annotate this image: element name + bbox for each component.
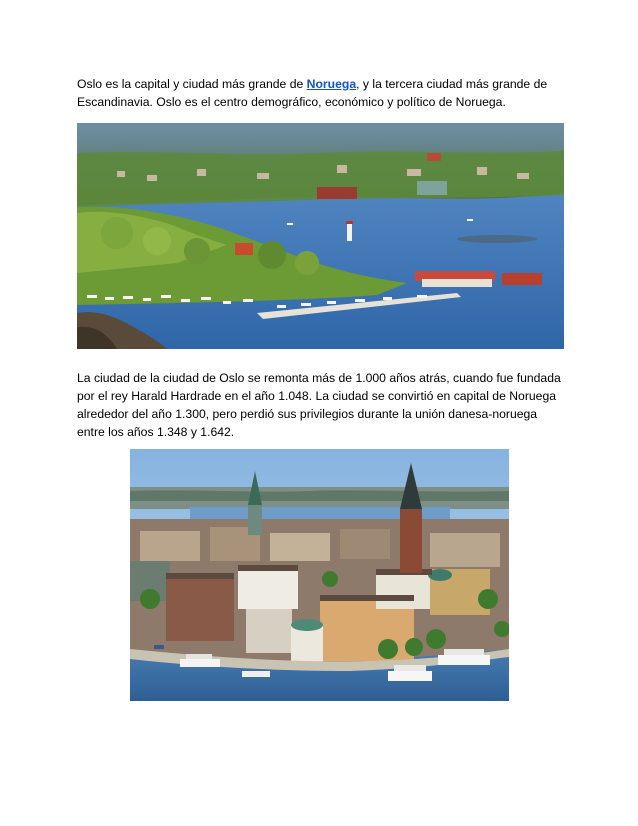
old-town-photo <box>130 449 509 701</box>
history-paragraph: La ciudad de la ciudad de Oslo se remonta más de 1.000 años atrás, cuando fue fundada por el rey Harald Hardrade en el año 1.048. La ciudad se convirtió en capital de Noruega alrededor del año 1.300, pero perdió sus privilegios durante la unión danesa-noruega entre los años 1.348 y 1.642. <box>77 371 561 439</box>
intro-text-start: Oslo es la capital y ciudad más grande de <box>77 77 307 91</box>
oslo-harbour-photo <box>77 123 564 349</box>
intro-text-end: , y la tercera ciudad más grande de Escandinavia. Oslo es el centro demográfico, económico y político de Noruega. <box>77 77 548 109</box>
noruega-link[interactable]: Noruega <box>306 77 357 91</box>
intro-paragraph <box>77 75 565 111</box>
